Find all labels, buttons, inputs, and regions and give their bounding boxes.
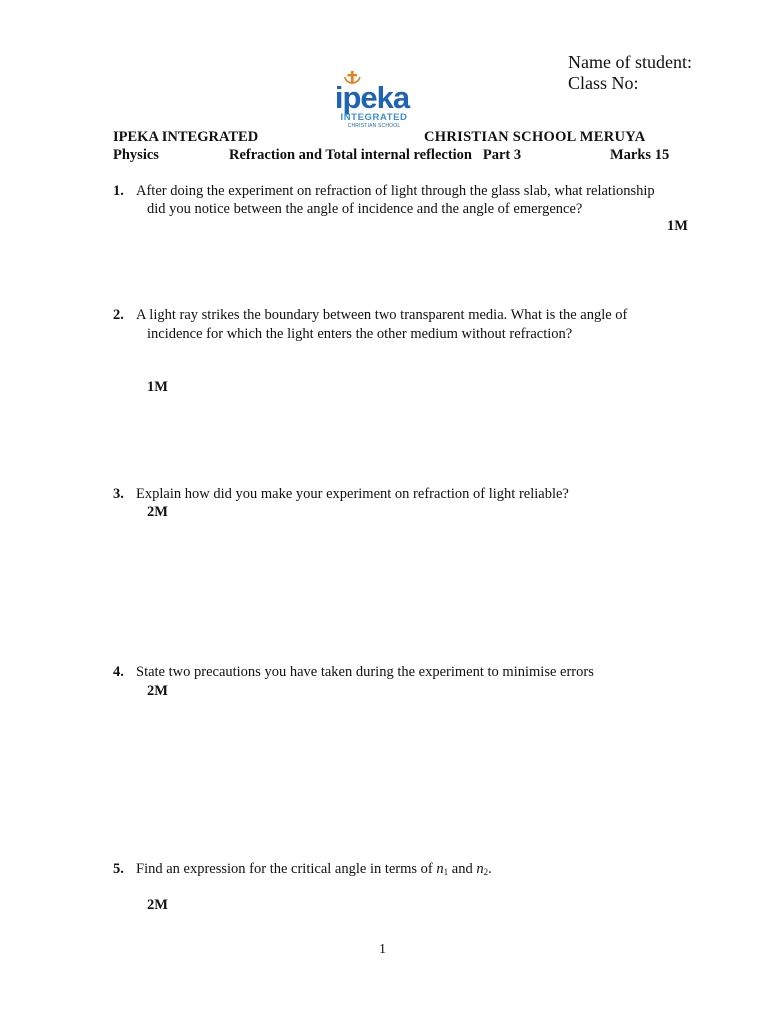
variable-n: n (476, 861, 484, 877)
question-text-segment: and (448, 861, 477, 877)
total-marks-label: Marks 15 (610, 147, 670, 163)
student-name-label: Name of student: (568, 52, 692, 72)
logo-subtitle: CHRISTIAN SCHOOL (347, 123, 401, 129)
school-name-left: IPEKA INTEGRATED (113, 129, 259, 145)
logo-tagline: INTEGRATED (340, 112, 408, 123)
subscript: 1 (443, 867, 449, 877)
page-number: 1 (379, 942, 386, 957)
ipeka-logo-icon (322, 68, 422, 130)
question-marks: 1M (667, 218, 688, 234)
question-text-line: incidence for which the light enters the other medium without refraction? (147, 326, 573, 342)
question-text-line (136, 861, 492, 878)
school-logo (322, 68, 422, 130)
subscript: 2 (483, 867, 489, 877)
question-marks: 2M (147, 897, 168, 913)
question-number: 3. (113, 486, 124, 502)
question-text-line: A light ray strikes the boundary between two transparent media. What is the angle of (136, 307, 628, 323)
question-number: 5. (113, 861, 124, 877)
question-text-line: After doing the experiment on refraction of light through the glass slab, what relationship (136, 183, 655, 199)
question-text-line: State two precautions you have taken during the experiment to minimise errors (136, 664, 594, 680)
question-text-segment: . (488, 861, 492, 877)
question-number: 1. (113, 183, 124, 199)
topic-label: Refraction and Total internal reflection Part 3 (229, 147, 522, 163)
question-text-line: did you notice between the angle of incidence and the angle of emergence? (147, 201, 583, 217)
question-marks: 2M (147, 504, 168, 520)
question-marks: 2M (147, 683, 168, 699)
question-text-line: Explain how did you make your experiment on refraction of light reliable? (136, 486, 569, 502)
school-name-right: CHRISTIAN SCHOOL MERUYA (424, 129, 646, 145)
question-number: 4. (113, 664, 124, 680)
logo-wordmark: ipeka (334, 80, 410, 115)
question-marks: 1M (147, 379, 168, 395)
class-number-label: Class No: (568, 73, 639, 93)
variable-n: n (436, 861, 444, 877)
question-text-segment: Find an expression for the critical angle in terms of (136, 861, 437, 877)
question-number: 2. (113, 307, 124, 323)
subject-label: Physics (113, 147, 159, 163)
